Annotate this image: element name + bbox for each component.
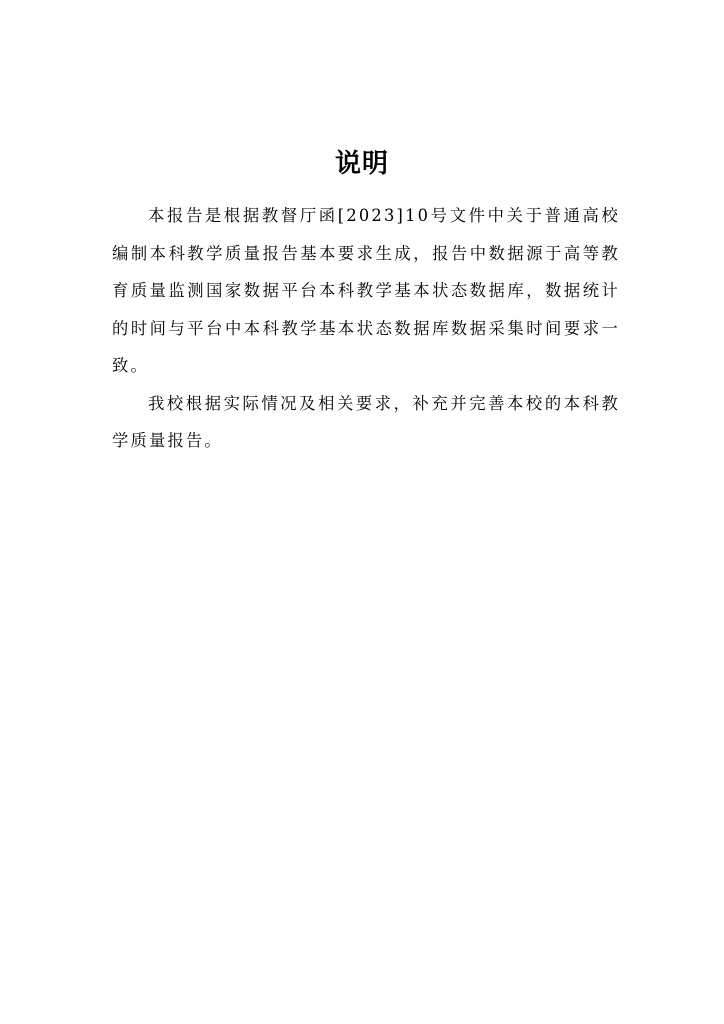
paragraph: 我校根据实际情况及相关要求，补充并完善本校的本科教学质量报告。	[112, 393, 620, 450]
paragraph: 本报告是根据教督厅函[2023]10号文件中关于普通高校编制本科教学质量报告基本要求生成，报告中数据源于高等教育质量监测国家数据平台本科教学基本状态数据库，数据统计的时间与平台中本科教学基本状态数据库数据采集时间要求一致。	[112, 206, 620, 375]
document-body	[112, 197, 620, 460]
page-title: 说明	[334, 149, 389, 179]
